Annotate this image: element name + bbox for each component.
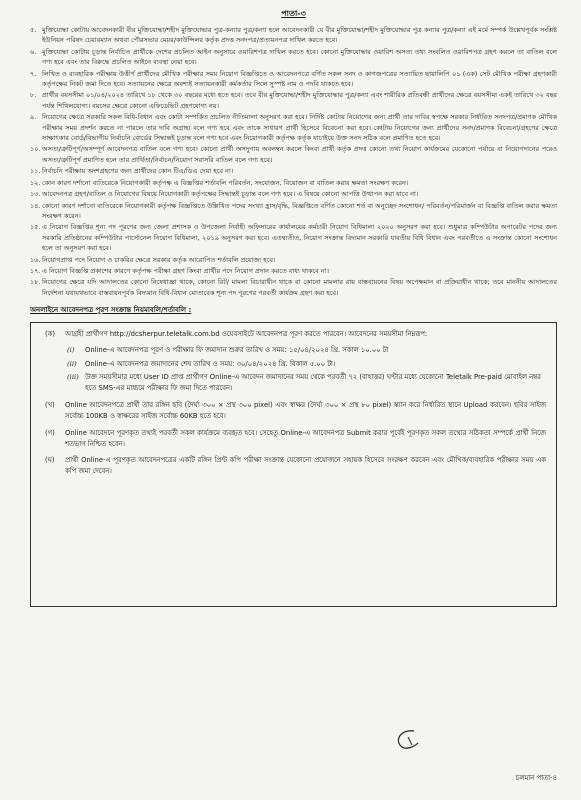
- condition-item: [30, 47, 557, 68]
- condition-item: [30, 90, 557, 111]
- condition-number: ১৮.: [30, 278, 41, 287]
- condition-item: [30, 222, 557, 253]
- condition-text: নিয়োগের ক্ষেত্রে সরকারি সকল বিধি-বিধান এবং কোটা সম্পর্কিত প্রচলিত নীতিমালা অনুসরণ করা হবে। নির্দিষ্ট কোটায় নিয়োগের জন্য প্রার্থী তার দাবির স্বপক্ষে সরকার নির্ধারিত সনদপত্র/প্রমাণক মৌখিক পরীক্ষার সময় প্রদর্শন করতে না পারলে তার দাবি অগ্রাহ্য বলে গণ্য হবে এবং তাকে সাধারণ প্রার্থী হিসেবে বিবেচনা করা হবে। কোটায় নিয়োগের জন্য প্রার্থীদের সনদ/প্রমাণক বিবেচনা/গ্রহণের ক্ষেত্রে সাক্ষাৎকার বোর্ড/বিভাগীয় নির্বাচনি বোর্ডের সিদ্ধান্তই চূড়ান্ত বলে গণ্য হবে এবং নিয়োগকারী কর্তৃপক্ষ কর্তৃক যাচাইয়ে উক্ত সনদ সঠিক বলে প্রমাণিত হতে হবে।: [42, 113, 557, 143]
- condition-text: নিয়োগের ক্ষেত্রে যদি আদালতের কোনো নিষেধাজ্ঞা থাকে, কোনো রিট/ মামলা বিচারাধীন থাকে বা কোনো মামলার রায় বাস্তবায়নের বিষয় অপেক্ষমান বা প্রক্রিয়াধীন থাকে; তবে মাননীয় আদালতের নির্দেশনা যথাযথভাবে বাস্তবায়নপূর্বক বিদ্যমান বিধি-বিধান মোতাবেক শূন্য পদ পূরণের পরবর্তী কার্যক্রম গ্রহণ করা হবে।: [42, 278, 557, 297]
- condition-text: আবেদনপত্র গ্রহণ/বাতিল ও নিয়োগের বিষয়ে নিয়োগকারী কর্তৃপক্ষের সিদ্ধান্তই চূড়ান্ত বলে গণ্য হবে। এ বিষয়ে কোনো আপত্তি উত্থাপন করা যাবে না।: [42, 190, 419, 199]
- instruction-ga: (গ) Online আবেদনে পূরণকৃত তথ্যই পরবর্তী সকল কার্যক্রমে ব্যবহৃত হবে। সেহেতু Online-এ আবেদনপত্র Submit করার পূর্বেই পূরণকৃত সকল তথ্যের সঠিকতা সম্পর্কে প্রার্থী নিজে শতভাগ নিশ্চিত হবেন।: [45, 428, 546, 448]
- page-header: পাতা-৩: [281, 9, 306, 18]
- condition-number: ১৫.: [30, 223, 41, 232]
- online-section-heading: অনলাইনে আবেদনপত্র পূরণ সংক্রান্ত নিয়মাবলি/শর্তাবলি :: [30, 306, 192, 315]
- condition-number: ১৭.: [30, 266, 41, 275]
- condition-text: নির্বাচনি পরীক্ষায় অংশগ্রহণের জন্য প্রার্থীদের কোন টিএ/ডিএ দেয়া হবে না।: [42, 167, 234, 176]
- condition-item: [30, 112, 557, 143]
- condition-number: ৫.: [30, 26, 37, 34]
- condition-number: ৬.: [30, 47, 37, 56]
- condition-text: এ নিয়োগ বিজ্ঞপ্তির শূন্য পদ পূরণের জন্য জেলা প্রশাসক ও উপজেলা নির্বাহী অফিসারের কার্যালয়ের কর্মচারী নিয়োগ বিধিমালা ২০২০ অনুসরণ করা হবে। শুধুমাত্র কম্পিউটার অপারেটর পদের জন্য সরকারি প্রতিষ্ঠানের কম্পিউটার পার্সোনেল নিয়োগ বিধিমালা, ২০১৯ অনুসরণ করা হবে। এতদ্ব্যতীত, নিয়োগ সংক্রান্ত বিদ্যমান সরকারি যাবতীয় বিধি বিধান এবং পরবর্তীতে এ সংক্রান্ত কোনো সংশোধন হলে তা অনুসরণ করা হবে।: [42, 223, 557, 253]
- instruction-kha: (খ) Online আবেদনপত্রে প্রার্থী তার রঙ্গিন ছবি (দৈর্ঘ্য ৩০০ × প্রস্থ ৩০০ pixel) এবং স্বাক্ষর (দৈর্ঘ্য ৩০০ × প্রস্থ ৮০ pixel) স্ক্যান করে নির্ধারিত স্থানে Upload করবেন। ছবির সাইজ সর্বোচ্চ 100KB ও স্বাক্ষরের সাইজ সর্বোচ্চ 60KB হতে হবে।: [45, 401, 546, 421]
- condition-item: [30, 255, 557, 265]
- condition-number: ১১.: [30, 167, 41, 176]
- instruction-ka: (ক) আগ্রহী প্রার্থীগণ http://dcsherpur.teletalk.com.bd ওয়েবসাইটে আবেদনপত্র পূরণ করতে পারবেন। আবেদনের সময়সীমা নিম্নরূপ:: [45, 330, 428, 339]
- instruction-ka-i: (i) Online-এ আবেদনপত্র পূরণ ও পরীক্ষার ফি জমাদান শুরুর তারিখ ও সময়: ১৫/০৪/২০২৪ খ্রি. সকাল ১০.০০ টা: [67, 346, 389, 355]
- condition-text: মুক্তিযোদ্ধা কোটায় চূড়ান্ত নির্বাচিত প্রার্থীকে দেশের প্রচলিত আইন অনুসারে ওয়ারিশপত্র দাখিল করতে হবে। কোনো মুক্তিযোদ্ধার ওয়ারিশ অসত্য তথ্য সংবলিত ওয়ারিশপত্র গ্রহণ করলে তা বাতিল বলে গণ্য হবে এবং তার বিরুদ্ধে প্রচলিত আইনে ব্যবস্থা নেয়া হবে।: [42, 47, 557, 67]
- condition-number: ১৩.: [30, 190, 41, 199]
- online-instructions-box: [30, 322, 557, 607]
- signature-mark: [392, 727, 422, 751]
- condition-text: এ নিয়োগ বিজ্ঞপ্তি প্রকাশের কারণে কর্তৃপক্ষ পরীক্ষা গ্রহণ কিংবা প্রার্থীর পদে নিয়োগ প্রদান করতে বাধ্য থাকবে না।: [42, 266, 329, 275]
- condition-number: ৮.: [30, 91, 37, 100]
- condition-text: মুক্তিযোদ্ধা কোটায় আবেদনকারী বীর মুক্তিযোদ্ধা/শহীদ মুক্তিযোদ্ধার পুত্র-কন্যার পুত্র/কন্যা হলে আবেদনকারী যে বীর মুক্তিযোদ্ধা/শহীদ মুক্তিযোদ্ধার পুত্র কন্যার পুত্র/কন্যা এই মর্মে সম্পর্ক উল্লেখপূর্বক সংশ্লিষ্ট ইউনিয়ন পরিষদ চেয়ারম্যান অথবা পৌরসভার মেয়র/কাউন্সিলর কর্তৃক প্রদত্ত সনদপত্র/প্রত্যয়নপত্র দাখিল করতে হবে।: [42, 26, 557, 45]
- condition-item: [30, 189, 557, 199]
- condition-number: ৭.: [30, 69, 37, 78]
- conditions-list: [30, 25, 557, 298]
- instruction-ka-iii: (iii) উক্ত সময়সীমার মধ্যে User ID প্রাপ্ত প্রার্থীগণ Online-এ আবেদন জমাদানের সময় থেকে পরবর্তী ৭২ (বাহাত্তর) ঘণ্টার মধ্যে যেকোনো Teletalk Pre-paid মোবাইল নম্বর হতে SMS-এর মাধ্যমে পরীক্ষার ফি জমা দিতে পারবেন।: [67, 372, 541, 392]
- condition-text: লিখিত ও ব্যবহারিক পরীক্ষায় উত্তীর্ণ প্রার্থীদের মৌখিক পরীক্ষার সময় নিয়োগ বিজ্ঞপ্তিতে ও আবেদনপত্রে বর্ণিত সকল সনদ ও কাগজপত্রের সত্যায়িত ছায়ালিপি ০১ (এক) সেট মৌখিক পরীক্ষা গ্রহণকারী কর্তৃপক্ষের নিকট জমা দিতে হবে। সত্যায়নের ক্ষেত্রে অবশ্যই সত্যায়নকারী কর্মকর্তার সিলে সুস্পষ্ট নাম ও পদবি থাকতে হবে।: [42, 69, 557, 89]
- condition-item: [30, 266, 557, 276]
- condition-number: ৯.: [30, 113, 37, 122]
- instruction-ka-ii: (ii) Online-এ আবেদনপত্র জমাদানের শেষ তারিখ ও সময়: ৩০/০৪/২০২৪ খ্রি. বিকাল ৫.০০ টা।: [67, 359, 336, 368]
- condition-number: ১০.: [30, 145, 41, 154]
- condition-item: [30, 277, 557, 298]
- condition-item: [30, 69, 557, 90]
- condition-text: প্রার্থীর বয়সসীমা ০১/০৪/২০২৪ তারিখে ১৮ থেকে ৩০ বছরের মধ্যে হতে হবে। তবে বীর মুক্তিযোদ্ধা/শহীদ মুক্তিযোদ্ধার পুত্র/কন্যা এবং শারীরিক প্রতিবন্ধী প্রার্থীদের ক্ষেত্রে বয়সসীমা একই তারিখে ৩২ বছর পর্যন্ত শিথিলযোগ্য। বয়সের ক্ষেত্রে কোনো এফিডেভিট গ্রহণযোগ্য নয়।: [42, 91, 557, 110]
- condition-text: কোন কারণ দর্শানো ব্যতিরেকে নিয়োগকারী কর্তৃপক্ষ এ বিজ্ঞপ্তির শর্তাবলি পরিবর্তন, সংযোজন, বিয়োজন বা বাতিল করার ক্ষমতা সংরক্ষণ করেন।: [42, 178, 409, 187]
- condition-item: [30, 144, 557, 165]
- condition-text: নিয়োগপ্রাপ্ত পদে নিয়োগ ও চাকরির ক্ষেত্রে সরকার কর্তৃক আরোপিত শর্তাবলি প্রযোজ্য হবে।: [42, 255, 276, 264]
- website-link[interactable]: http://dcsherpur.teletalk.com.bd: [109, 330, 220, 339]
- condition-number: ১৪.: [30, 201, 41, 210]
- condition-item: [30, 25, 557, 46]
- condition-item: [30, 201, 557, 222]
- condition-text: অসত্য/ত্রুটিপূর্ণ/অসম্পূর্ণ আবেদনপত্র বাতিল বলে গণ্য হবে। কোনো প্রার্থী অসদুপায় অবলম্বন করলে কিংবা প্রার্থী কর্তৃক প্রদত্ত কোনো তথ্য নিয়োগ কার্যক্রমের যেকোনো পর্যায়ে বা নিয়োগদানের পরেও অসত্য/ত্রুটিপূর্ণ প্রমাণিত হলে তার প্রার্থিতা/নির্বাচন/নিয়োগ সরাসরি বাতিল বলে গণ্য হবে।: [42, 145, 557, 164]
- continued-page-note: চলমান পাতা-৪: [515, 774, 557, 782]
- condition-text: কোনো কারণ দর্শানো ব্যতিরেকে নিয়োগকারী কর্তৃপক্ষ বিজ্ঞপ্তিতে উল্লিখিত পদের সংখ্যা হ্রাস/বৃদ্ধি, বিজ্ঞপ্তিতে বর্ণিত কোনো শর্ত বা অনুচ্ছেদ সংশোধন/ পরিবর্তন/পরিমার্জন বা বিজ্ঞপ্তি বাতিল করার ক্ষমতা সংরক্ষণ করেন।: [42, 201, 557, 220]
- condition-number: ১৬.: [30, 255, 41, 264]
- instruction-gha: (ঘ) প্রার্থী Online-এ পূরণকৃত আবেদনপত্রের একটি রঙ্গিন প্রিন্ট কপি পরীক্ষা সংক্রান্ত যেকোনো প্রয়োজনে সহায়ক হিসেবে সংরক্ষণ করবেন এবং মৌখিক/ব্যবহারিক পরীক্ষার সময় এক কপি জমা দেবেন।: [45, 455, 546, 476]
- condition-number: ১২.: [30, 178, 41, 187]
- condition-item: [30, 166, 557, 176]
- condition-item: [30, 178, 557, 188]
